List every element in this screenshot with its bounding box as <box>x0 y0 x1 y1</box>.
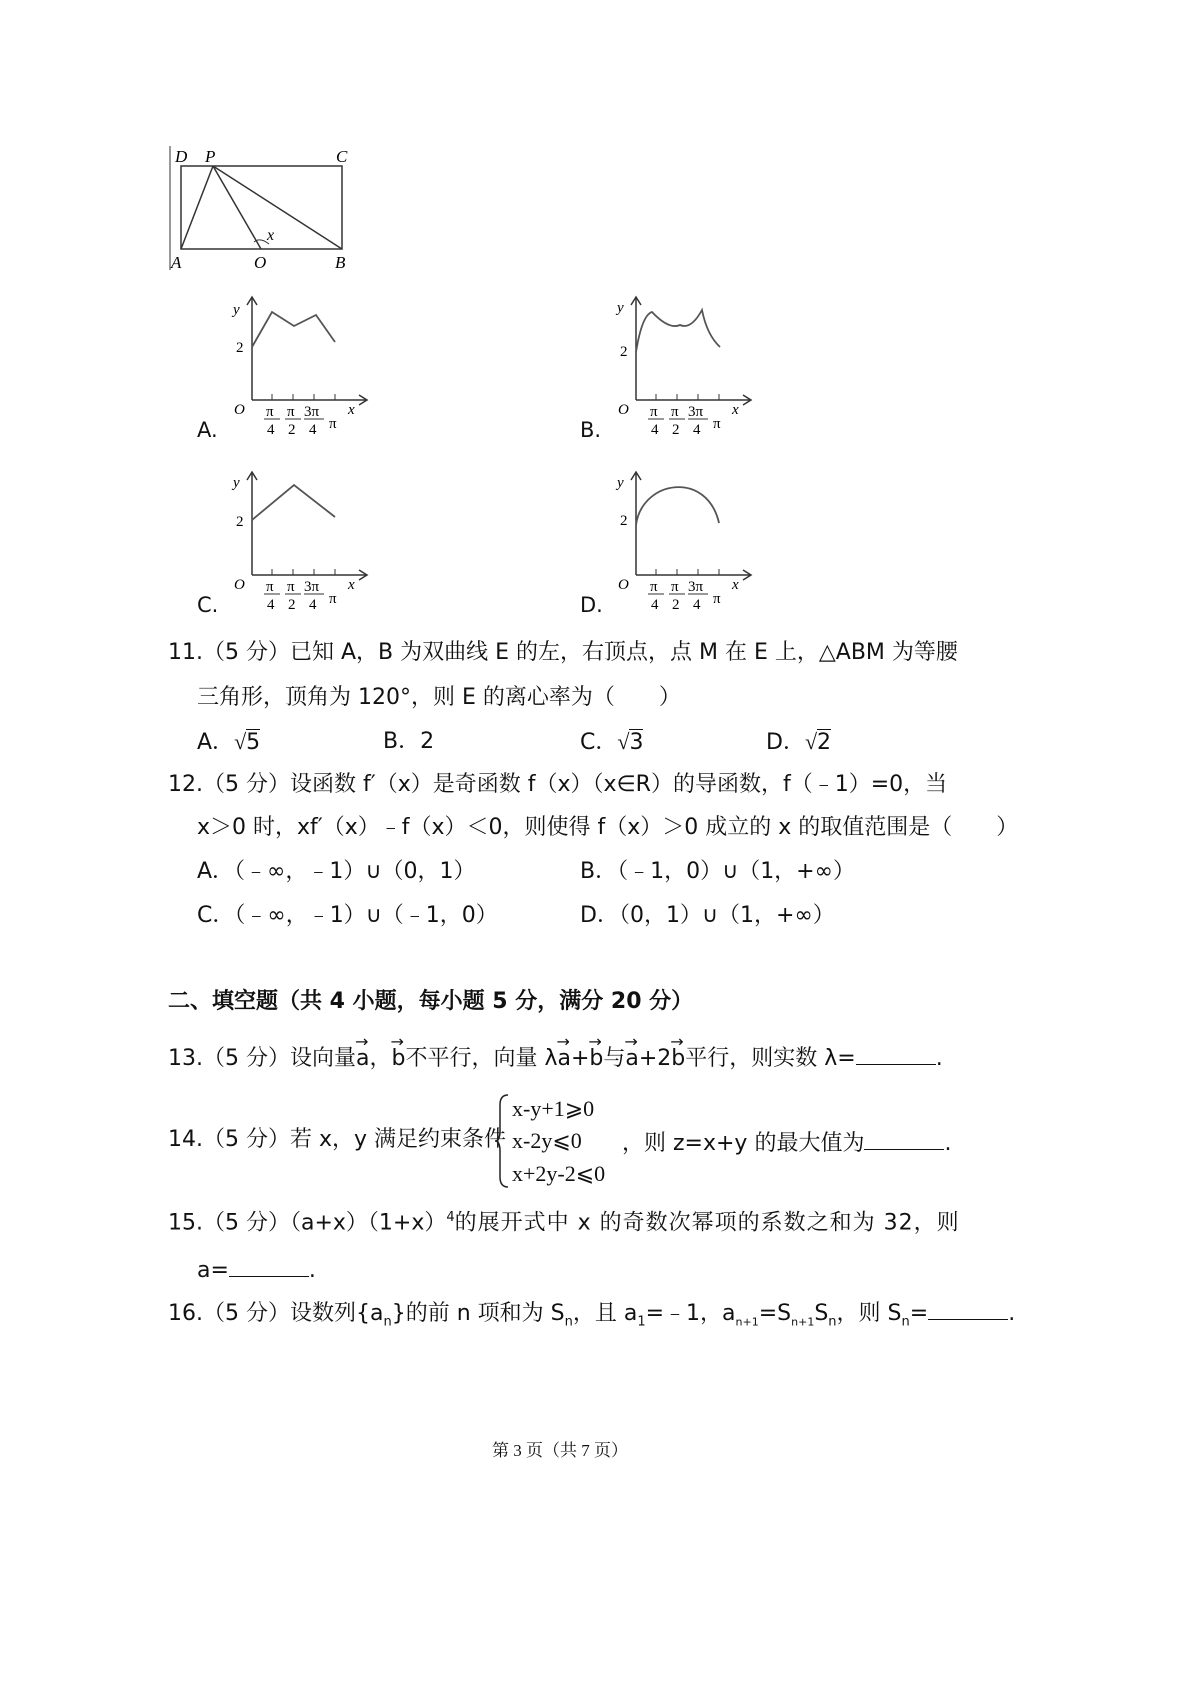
rectangle-figure <box>168 140 368 275</box>
svg-text:4: 4 <box>693 597 701 613</box>
svg-text:π: π <box>266 579 274 595</box>
constraint-1: x-y+1⩾0 <box>512 1096 595 1121</box>
option-b-label[interactable]: B. <box>580 418 602 442</box>
q15-line2: a= . <box>197 1258 316 1283</box>
label-B: B <box>335 253 346 272</box>
q12-option-d[interactable]: D．（0，1）∪（1，+∞） <box>580 903 835 928</box>
q12-option-c[interactable]: C．（﹣∞，﹣1）∪（﹣1，0） <box>197 903 498 928</box>
svg-text:π: π <box>671 579 679 595</box>
section-2-title: 二、填空题（共 4 小题，每小题 5 分，满分 20 分） <box>168 989 694 1014</box>
svg-text:2: 2 <box>236 340 244 356</box>
label-O: O <box>254 253 267 272</box>
page-footer: 第 3 页（共 7 页） <box>492 1441 628 1460</box>
svg-text:4: 4 <box>309 597 317 613</box>
svg-text:4: 4 <box>267 597 275 613</box>
q12-line1: 12.（5 分）设函数 f′（x）是奇函数 f（x）（x∈R）的导函数，f（﹣1）=0，当 <box>168 772 948 797</box>
svg-text:O: O <box>618 402 629 418</box>
svg-text:O: O <box>618 577 629 593</box>
q16: 16.（5 分）设数列$\{a_n\}$的前 n 项和为 $S_n$，且 $a_1=﹣1$，$a_{n+1}=S_{n+1}S_n$，则 $S_n=$ . <box>168 1301 1016 1330</box>
svg-text:O: O <box>234 577 245 593</box>
q12-option-a[interactable]: A．（﹣∞，﹣1）∪（0，1） <box>197 859 476 884</box>
svg-text:π: π <box>287 404 295 420</box>
svg-text:x: x <box>348 577 355 593</box>
label-x: x <box>267 227 275 244</box>
label-P: P <box>205 147 216 166</box>
svg-text:2: 2 <box>672 422 680 438</box>
label-C: C <box>336 147 348 166</box>
graph-option-d <box>612 465 762 615</box>
graph-option-c <box>228 465 378 615</box>
option-d-label[interactable]: D. <box>580 593 603 617</box>
svg-text:x: x <box>732 577 739 593</box>
svg-text:x: x <box>348 402 355 418</box>
constraint-3: x+2y-2⩽0 <box>512 1161 606 1186</box>
answer-blank[interactable] <box>928 1299 1008 1320</box>
svg-text:4: 4 <box>651 597 659 613</box>
svg-text:3π: 3π <box>304 404 320 420</box>
svg-text:2: 2 <box>288 597 296 613</box>
svg-text:O: O <box>234 402 245 418</box>
q13: 13.（5 分）设向量→ a，→ b不平行，向量 λ→ a+→ b与→ a+2→ b平行，则实数 λ= . <box>168 1044 943 1070</box>
q11-option-c[interactable]: C．√3 <box>580 729 644 755</box>
svg-text:4: 4 <box>309 422 317 438</box>
svg-text:2: 2 <box>288 422 296 438</box>
q11-line1: 11.（5 分）已知 A，B 为双曲线 E 的左，右顶点，点 M 在 E 上，△ABM 为等腰 <box>168 640 958 665</box>
svg-text:2: 2 <box>236 514 244 530</box>
svg-text:π: π <box>713 416 721 432</box>
answer-blank[interactable] <box>864 1129 944 1150</box>
answer-blank[interactable] <box>229 1256 309 1277</box>
svg-text:2: 2 <box>620 344 628 360</box>
q15-line1: 15.（5 分）$(a+x)(1+x)^4$的展开式中 x 的奇数次幂项的系数之和为 32，则 <box>168 1210 960 1236</box>
q14-prefix: 14.（5 分）若 x，y 满足约束条件 <box>168 1127 507 1152</box>
svg-text:y: y <box>617 300 624 316</box>
option-a-label[interactable]: A. <box>197 418 218 442</box>
svg-text:π: π <box>329 416 337 432</box>
svg-text:2: 2 <box>620 513 628 529</box>
option-c-label[interactable]: C. <box>197 593 219 617</box>
graph-option-b <box>612 290 762 440</box>
svg-text:π: π <box>266 404 274 420</box>
graph-option-a <box>228 290 378 440</box>
svg-text:π: π <box>650 404 658 420</box>
svg-text:4: 4 <box>651 422 659 438</box>
svg-text:y: y <box>617 475 624 491</box>
q11-option-d[interactable]: D．√2 <box>766 729 832 755</box>
svg-text:x: x <box>732 402 739 418</box>
q11-option-b[interactable]: B．2 <box>383 729 435 754</box>
q14-suffix: ，则 z=x+y 的最大值为 . <box>622 1131 952 1156</box>
svg-text:π: π <box>671 404 679 420</box>
q12-option-b[interactable]: B．（﹣1，0）∪（1，+∞） <box>580 859 855 884</box>
svg-text:π: π <box>287 579 295 595</box>
svg-text:y: y <box>233 475 240 491</box>
svg-text:4: 4 <box>267 422 275 438</box>
svg-text:3π: 3π <box>688 579 704 595</box>
svg-text:4: 4 <box>693 422 701 438</box>
svg-text:3π: 3π <box>688 404 704 420</box>
svg-text:π: π <box>329 591 337 607</box>
label-A: A <box>171 253 182 272</box>
q11-option-a[interactable]: A．√5 <box>197 729 261 755</box>
label-D: D <box>175 147 188 166</box>
constraint-brace <box>494 1093 510 1193</box>
answer-blank[interactable] <box>856 1044 936 1065</box>
q12-line2: x＞0 时，xf′（x）﹣f（x）＜0，则使得 f（x）＞0 成立的 x 的取值范围是（ ） <box>197 815 1019 840</box>
constraint-2: x-2y⩽0 <box>512 1128 582 1153</box>
svg-text:π: π <box>713 591 721 607</box>
svg-text:2: 2 <box>672 597 680 613</box>
svg-text:π: π <box>650 579 658 595</box>
svg-text:3π: 3π <box>304 579 320 595</box>
q11-line2: 三角形，顶角为 120°，则 E 的离心率为（ ） <box>197 685 681 710</box>
svg-text:y: y <box>233 302 240 318</box>
